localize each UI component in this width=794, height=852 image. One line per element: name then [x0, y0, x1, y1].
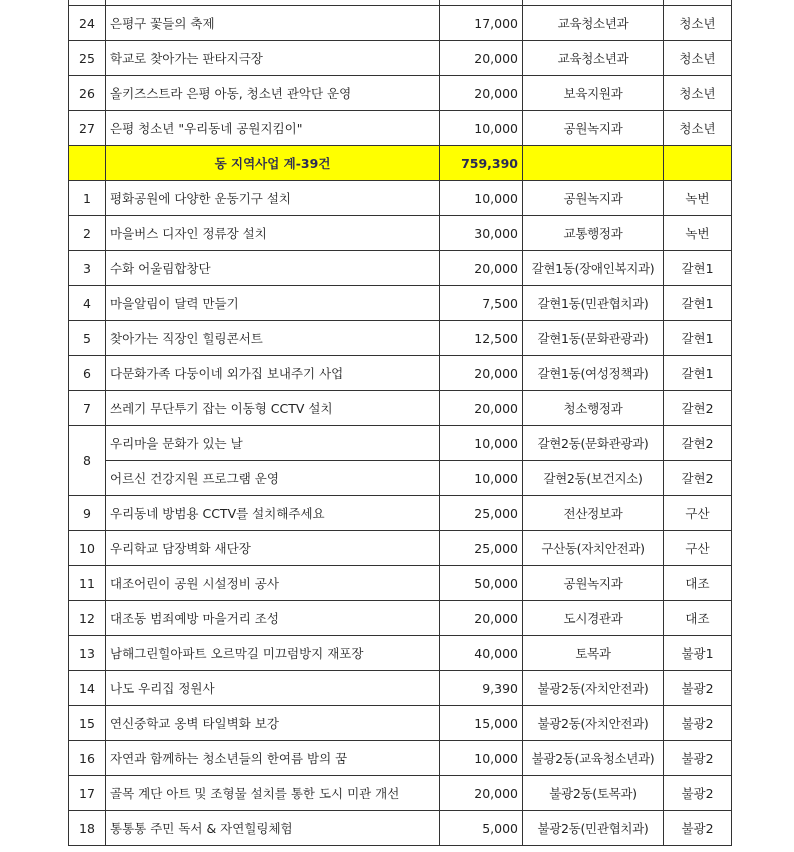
area: 갈현1	[664, 286, 732, 321]
table-row	[69, 321, 732, 356]
department: 구산동(자치안전과)	[523, 531, 664, 566]
amount: 20,000	[440, 251, 523, 286]
amount: 17,000	[440, 6, 523, 41]
department: 갈현1동(장애인복지과)	[523, 251, 664, 286]
department: 갈현1동(민관협치과)	[523, 286, 664, 321]
project-name: 학교로 찾아가는 판타지극장	[106, 41, 440, 76]
table-row	[69, 216, 732, 251]
project-name: 마을알림이 달력 만들기	[106, 286, 440, 321]
project-name: 대조어린이 공원 시설정비 공사	[106, 566, 440, 601]
row-number: 15	[69, 706, 106, 741]
area: 갈현1	[664, 356, 732, 391]
project-name: 나도 우리집 정원사	[106, 671, 440, 706]
row-number: 17	[69, 776, 106, 811]
table-row	[69, 461, 732, 496]
department: 불광2동(토목과)	[523, 776, 664, 811]
department: 불광2동(자치안전과)	[523, 706, 664, 741]
amount: 15,000	[440, 706, 523, 741]
area: 갈현2	[664, 461, 732, 496]
area: 구산	[664, 496, 732, 531]
budget-table	[68, 0, 732, 846]
table-row	[69, 566, 732, 601]
amount: 20,000	[440, 76, 523, 111]
subtotal-label: 동 지역사업 계-39건	[106, 146, 440, 181]
row-number: 5	[69, 321, 106, 356]
department: 전산정보과	[523, 496, 664, 531]
amount: 9,390	[440, 671, 523, 706]
department: 불광2동(자치안전과)	[523, 671, 664, 706]
project-name: 우리학교 담장벽화 새단장	[106, 531, 440, 566]
amount: 10,000	[440, 461, 523, 496]
department: 갈현1동(문화관광과)	[523, 321, 664, 356]
amount: 20,000	[440, 41, 523, 76]
project-name: 골목 계단 아트 및 조형물 설치를 통한 도시 미관 개선	[106, 776, 440, 811]
project-name: 남해그린힐아파트 오르막길 미끄럼방지 재포장	[106, 636, 440, 671]
department: 갈현1동(여성정책과)	[523, 356, 664, 391]
project-name: 마을버스 디자인 정류장 설치	[106, 216, 440, 251]
area: 대조	[664, 566, 732, 601]
row-number: 2	[69, 216, 106, 251]
table-row	[69, 41, 732, 76]
area: 갈현2	[664, 426, 732, 461]
area: 녹번	[664, 181, 732, 216]
amount: 7,500	[440, 286, 523, 321]
table-row	[69, 286, 732, 321]
area: 불광2	[664, 811, 732, 846]
table-row	[69, 601, 732, 636]
table-row	[69, 776, 732, 811]
area: 대조	[664, 601, 732, 636]
table-row	[69, 636, 732, 671]
row-number: 12	[69, 601, 106, 636]
amount: 10,000	[440, 741, 523, 776]
amount: 20,000	[440, 356, 523, 391]
subtotal-area	[664, 146, 732, 181]
row-number: 7	[69, 391, 106, 426]
row-number: 10	[69, 531, 106, 566]
table-row	[69, 181, 732, 216]
table-row	[69, 706, 732, 741]
row-number: 11	[69, 566, 106, 601]
table-row	[69, 671, 732, 706]
project-name: 우리동네 방범용 CCTV를 설치해주세요	[106, 496, 440, 531]
department: 갈현2동(문화관광과)	[523, 426, 664, 461]
project-name: 수화 어울림합창단	[106, 251, 440, 286]
area: 갈현1	[664, 251, 732, 286]
row-number: 18	[69, 811, 106, 846]
table-row	[69, 111, 732, 146]
amount: 25,000	[440, 531, 523, 566]
table-row	[69, 426, 732, 461]
project-name: 어르신 건강지원 프로그램 운영	[106, 461, 440, 496]
area: 구산	[664, 531, 732, 566]
project-name: 다문화가족 다둥이네 외가집 보내주기 사업	[106, 356, 440, 391]
row-number: 3	[69, 251, 106, 286]
department: 갈현2동(보건지소)	[523, 461, 664, 496]
row-number: 26	[69, 76, 106, 111]
project-name: 우리마을 문화가 있는 날	[106, 426, 440, 461]
amount: 25,000	[440, 496, 523, 531]
row-number: 16	[69, 741, 106, 776]
project-name: 평화공원에 다양한 운동기구 설치	[106, 181, 440, 216]
department: 불광2동(교육청소년과)	[523, 741, 664, 776]
department: 공원녹지과	[523, 181, 664, 216]
subtotal-row	[69, 146, 732, 181]
department: 공원녹지과	[523, 566, 664, 601]
row-number: 25	[69, 41, 106, 76]
row-number: 6	[69, 356, 106, 391]
table-row	[69, 356, 732, 391]
amount: 10,000	[440, 181, 523, 216]
amount: 5,000	[440, 811, 523, 846]
table-row	[69, 741, 732, 776]
table-row	[69, 6, 732, 41]
area: 청소년	[664, 76, 732, 111]
project-name: 대조동 범죄예방 마을거리 조성	[106, 601, 440, 636]
department: 불광2동(민관협치과)	[523, 811, 664, 846]
amount: 12,500	[440, 321, 523, 356]
row-number: 13	[69, 636, 106, 671]
row-number: 4	[69, 286, 106, 321]
area: 녹번	[664, 216, 732, 251]
row-number: 8	[69, 426, 106, 496]
amount: 10,000	[440, 426, 523, 461]
area: 청소년	[664, 41, 732, 76]
table-row	[69, 391, 732, 426]
project-name: 찾아가는 직장인 힐링콘서트	[106, 321, 440, 356]
row-number: 27	[69, 111, 106, 146]
area: 청소년	[664, 6, 732, 41]
table-row	[69, 251, 732, 286]
table-row	[69, 811, 732, 846]
project-name: 쓰레기 무단투기 잡는 이동형 CCTV 설치	[106, 391, 440, 426]
row-number: 1	[69, 181, 106, 216]
amount: 20,000	[440, 391, 523, 426]
row-number: 24	[69, 6, 106, 41]
department: 교육청소년과	[523, 41, 664, 76]
department: 도시경관과	[523, 601, 664, 636]
department: 청소행정과	[523, 391, 664, 426]
area: 불광2	[664, 741, 732, 776]
project-name: 은평구 꽃들의 축제	[106, 6, 440, 41]
amount: 10,000	[440, 111, 523, 146]
project-name: 은평 청소년 "우리동네 공원지킴이"	[106, 111, 440, 146]
table-row	[69, 531, 732, 566]
amount: 50,000	[440, 566, 523, 601]
project-name: 자연과 함께하는 청소년들의 한여름 밤의 꿈	[106, 741, 440, 776]
area: 불광1	[664, 636, 732, 671]
amount: 20,000	[440, 601, 523, 636]
department: 교육청소년과	[523, 6, 664, 41]
table-row	[69, 76, 732, 111]
row-number: 9	[69, 496, 106, 531]
department: 보육지원과	[523, 76, 664, 111]
department: 교통행정과	[523, 216, 664, 251]
area: 갈현1	[664, 321, 732, 356]
amount: 30,000	[440, 216, 523, 251]
project-name: 올키즈스트라 은평 아동, 청소년 관악단 운영	[106, 76, 440, 111]
department: 토목과	[523, 636, 664, 671]
area: 불광2	[664, 706, 732, 741]
project-name: 연신중학교 옹벽 타일벽화 보강	[106, 706, 440, 741]
subtotal-amount: 759,390	[440, 146, 523, 181]
amount: 20,000	[440, 776, 523, 811]
amount: 40,000	[440, 636, 523, 671]
table-row	[69, 496, 732, 531]
area: 청소년	[664, 111, 732, 146]
area: 불광2	[664, 671, 732, 706]
subtotal-dept	[523, 146, 664, 181]
area: 불광2	[664, 776, 732, 811]
row-number: 14	[69, 671, 106, 706]
subtotal-number	[69, 146, 106, 181]
project-name: 통통통 주민 독서 & 자연힐링체험	[106, 811, 440, 846]
area: 갈현2	[664, 391, 732, 426]
department: 공원녹지과	[523, 111, 664, 146]
